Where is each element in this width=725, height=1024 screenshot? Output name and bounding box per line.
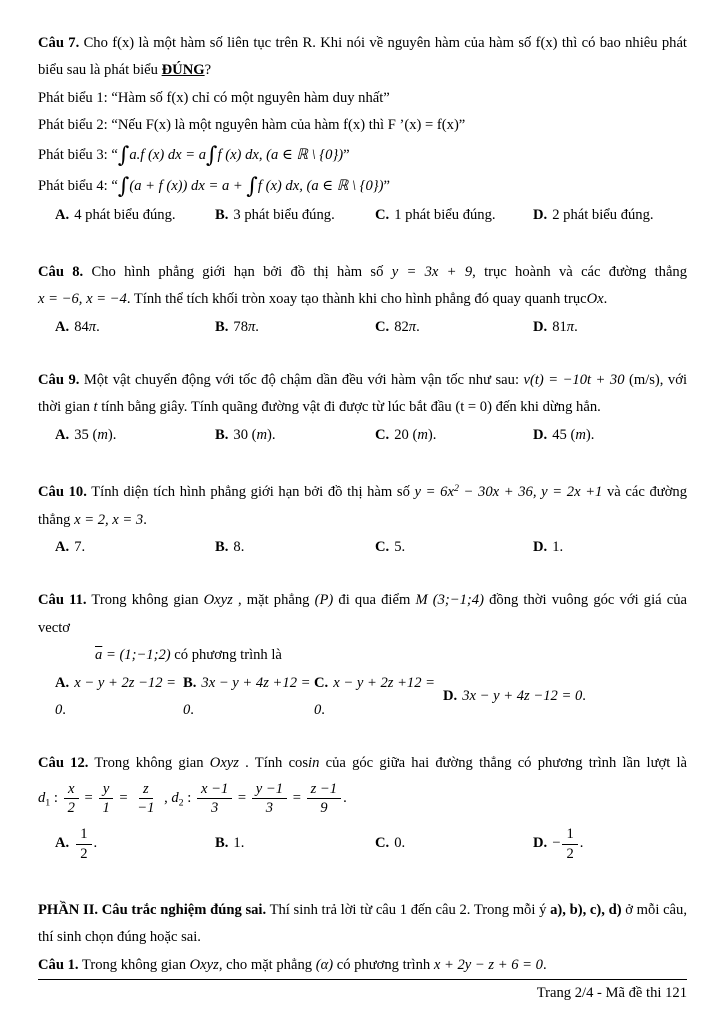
fraction-denominator: 2 [67, 800, 75, 817]
text-segment: và các đường [602, 484, 688, 501]
text-segment: m [575, 426, 586, 443]
text-segment: ). [427, 426, 437, 443]
option-letter: C. [314, 674, 329, 691]
text-segment: ” [343, 146, 350, 163]
option-letter: D. [533, 835, 548, 852]
text-segment: của góc giữa hai đường thẳng có phương trình lần lượt là [319, 755, 688, 772]
text-segment: . [542, 956, 547, 973]
integral-sign: ∫ [117, 174, 130, 200]
text-segment: = [234, 789, 250, 806]
question-12-line-1 [38, 750, 687, 777]
text-segment: y = 3x + 9 [391, 263, 473, 280]
option-letter: A. [55, 426, 70, 443]
text-segment: 78 [233, 318, 248, 335]
text-segment: . [255, 318, 259, 335]
question-9-option-c [375, 422, 533, 449]
text-segment: Câu 1. [38, 956, 79, 973]
text-segment: Oxyz [209, 755, 239, 772]
text-segment: biểu sau là phát biểu [38, 62, 162, 79]
question-10-line-2 [38, 507, 687, 534]
text-segment: Trong không gian [78, 956, 190, 973]
text-segment: Oxyz [203, 592, 233, 609]
text-segment: f (x) dx, (a ∈ ℝ \ {0}) [217, 146, 344, 163]
question-10-option-c [375, 534, 533, 561]
text-segment: tính bằng giây. Tính quãng đường vật đi được từ lúc bắt đầu (t = 0) đến khi dừng hẳn. [97, 399, 601, 416]
integral-sign: ∫ [117, 142, 130, 168]
part2-header-line-1 [38, 897, 687, 924]
question-7-line-2 [38, 57, 687, 84]
text-segment: Câu 8. [38, 263, 84, 280]
question-10-option-b [215, 534, 375, 561]
text-segment: = [115, 789, 132, 806]
option-letter: A. [55, 539, 70, 556]
text-segment: f (x) dx, (a ∈ ℝ \ {0}) [257, 178, 384, 195]
question-12-line-2 [38, 778, 687, 819]
question-7-option-a [55, 202, 215, 229]
option-letter: C. [375, 539, 390, 556]
question-12-option-d [533, 825, 687, 862]
option-letter: D. [533, 426, 548, 443]
text-segment: . [579, 835, 584, 852]
text-segment: thí sinh chọn đúng hoặc sai. [38, 929, 201, 946]
fraction-denominator: 1 [102, 800, 110, 817]
fraction-numerator: 1 [562, 825, 577, 844]
text-segment: (P) [314, 592, 334, 609]
text-segment: y = 6x [414, 484, 454, 501]
option-letter: B. [215, 318, 229, 335]
text-segment: Phát biểu 1: “Hàm số f(x) chỉ có một nguyên hàm duy nhất” [38, 89, 390, 106]
text-segment: . [582, 688, 586, 705]
text-segment: . [343, 789, 347, 806]
part2-header [38, 897, 687, 952]
text-segment: . Tính [238, 755, 289, 772]
question-10-options [38, 534, 687, 561]
text-segment: . [574, 318, 578, 335]
fraction-numerator: 1 [76, 825, 91, 844]
text-segment: Trong không gian [86, 592, 204, 609]
text-segment: d [38, 789, 46, 806]
question-8-line-2 [38, 286, 687, 313]
text-segment: Phát biểu 4: “ [38, 178, 118, 195]
question-11 [38, 587, 687, 724]
text-segment: 2 [178, 797, 184, 809]
text-segment: t [93, 399, 98, 416]
text-segment: Một vật chuyển động với tốc độ chậm dần đều với hàm vận tốc như sau: [79, 372, 524, 389]
text-segment: a), b), c), d) [550, 901, 622, 918]
option-letter: C. [375, 318, 390, 335]
question-10 [38, 475, 687, 561]
question-9-line-2 [38, 394, 687, 421]
question-11-line-1 [38, 587, 687, 642]
text-segment: đi qua điểm [333, 592, 416, 609]
text-segment: ” [383, 178, 390, 195]
text-segment: 7. [74, 539, 86, 556]
question-7-option-d [533, 202, 687, 229]
text-segment: có phương trình là [170, 647, 282, 664]
text-segment: 45 ( [552, 426, 576, 443]
question-8-option-a [55, 314, 215, 341]
text-segment: 4 phát biểu đúng. [74, 207, 176, 224]
fraction-numerator: y −1 [252, 780, 287, 799]
question-9 [38, 367, 687, 449]
page-footer [38, 979, 687, 1005]
question-7-options [38, 202, 687, 229]
text-segment: Oxyz [189, 956, 219, 973]
text-segment: thời gian [38, 399, 94, 416]
text-segment: . [93, 835, 98, 852]
fraction-numerator: x [64, 780, 78, 799]
text-segment: π [88, 318, 97, 335]
question-8-line-1 [38, 259, 687, 286]
text-segment: . [96, 318, 100, 335]
text-segment: = (1;−1;2) [102, 647, 171, 664]
text-segment: m [97, 426, 108, 443]
option-letter: D. [533, 207, 548, 224]
question-10-line-1 [38, 475, 687, 506]
text-segment: x = −6, x = −4 [38, 291, 127, 308]
text-segment: . [190, 702, 194, 719]
text-segment: = [80, 789, 97, 806]
text-segment: ? [204, 62, 212, 79]
text-segment: . [603, 291, 608, 308]
text-segment: đồng thời vuông góc với giá của vectơ [38, 592, 688, 636]
option-letter: A. [55, 318, 70, 335]
option-letter: B. [215, 426, 229, 443]
option-letter: B. [215, 835, 229, 852]
fraction-denominator: 3 [265, 800, 274, 817]
text-segment: 1. [552, 539, 564, 556]
option-letter: B. [215, 207, 229, 224]
text-segment: ). [267, 426, 276, 443]
text-segment: 1 [45, 797, 51, 809]
text-segment: (a + f (x)) dx = a + [129, 178, 247, 195]
text-segment: a.f (x) dx = a [129, 146, 207, 163]
option-letter: A. [55, 835, 70, 852]
question-11-option-c [314, 670, 443, 725]
text-segment: : [183, 789, 195, 806]
text-segment: 2 phát biểu đúng. [552, 207, 654, 224]
question-12-options [38, 819, 687, 862]
question-12-option-a [55, 825, 215, 862]
fraction [133, 780, 158, 817]
text-segment: Cho f(x) là một hàm số liên tục trên R. Khi nói về nguyên hàm của hàm số f(x) thì có bao nhiêu phát [79, 35, 687, 51]
text-segment: . [321, 702, 325, 719]
question-7-line-3 [38, 85, 687, 112]
integral-sign: ∫ [246, 174, 258, 200]
option-letter: A. [55, 207, 70, 224]
text-segment: 3x − y + 4z −12 = 0 [462, 688, 583, 705]
question-8-option-b [215, 314, 375, 341]
text-segment: ĐÚNG [161, 62, 205, 79]
question-9-line-1 [38, 367, 687, 394]
fraction-numerator: x −1 [197, 780, 232, 799]
fraction-denominator: 9 [320, 800, 328, 817]
text-segment: Câu 9. [38, 372, 80, 389]
text-segment: π [408, 318, 417, 335]
text-segment: x − y + 2z −12 = 0 [55, 674, 177, 719]
text-segment: in [308, 755, 320, 772]
fraction-denominator: 2 [80, 845, 88, 862]
fraction [252, 780, 287, 817]
text-segment: 81 [552, 318, 567, 335]
question-11-option-a [55, 670, 183, 725]
fraction-numerator: z [139, 780, 153, 799]
text-segment: ở mỗi câu, [621, 901, 687, 918]
text-segment: M (3;−1;4) [415, 592, 484, 609]
text-segment: cos [288, 755, 309, 772]
fraction-numerator: y [99, 780, 113, 799]
question-11-options [38, 670, 687, 725]
option-letter: D. [443, 688, 458, 705]
text-segment: . [143, 511, 147, 528]
text-segment: ). [107, 426, 117, 443]
text-segment: 82 [394, 318, 409, 335]
text-segment: . [416, 318, 420, 335]
text-segment: $\overline{a}$ [95, 647, 103, 664]
text-segment: 20 ( [394, 426, 418, 443]
text-segment: ). [585, 426, 595, 443]
text-segment: , mặt phẳng [232, 592, 315, 609]
question-7-line-5 [38, 140, 687, 171]
text-segment: x + 2y − z + 6 = 0 [433, 956, 543, 973]
text-segment: . Tính thể tích khối tròn xoay tạo thành khi cho hình phẳng đó quay quanh trục [126, 291, 587, 308]
fraction [98, 780, 113, 817]
option-letter: D. [533, 318, 548, 335]
question-7-line-6 [38, 171, 687, 202]
text-segment: x = 2, x = 3 [74, 511, 144, 528]
part2-question-1 [38, 952, 687, 979]
text-segment: m [256, 426, 268, 443]
text-segment: thẳng [38, 511, 75, 528]
text-segment: = [289, 789, 305, 806]
text-segment: 1. [233, 835, 245, 852]
question-11-option-d [443, 683, 687, 710]
page-number: Trang 2/4 - Mã đề thi 121 [536, 985, 687, 1002]
text-segment: − [552, 835, 561, 852]
text-segment: π [566, 318, 575, 335]
text-segment: − 30x + 36, y = 2x +1 [458, 484, 603, 501]
question-9-option-b [215, 422, 375, 449]
question-9-option-d [533, 422, 687, 449]
text-segment: , trục hoành và các đường thẳng [472, 263, 688, 280]
text-segment: m [417, 426, 428, 443]
text-segment: , [160, 789, 172, 806]
question-8-option-d [533, 314, 687, 341]
question-7-option-c [375, 202, 533, 229]
text-segment: Câu 12. [38, 755, 89, 772]
question-12-option-c [375, 830, 533, 857]
question-11-line-2 [38, 642, 687, 669]
text-segment: Phát biểu 2: “Nếu F(x) là một nguyên hàm của hàm f(x) thì F ’(x) = f(x)” [38, 117, 466, 134]
question-10-option-a [55, 534, 215, 561]
text-segment: 2 [453, 483, 459, 495]
fraction [197, 780, 232, 817]
question-12 [38, 750, 687, 862]
text-segment: Thí sinh trả lời từ câu 1 đến câu 2. Trong mỗi ý [266, 901, 551, 918]
question-8-options [38, 314, 687, 341]
text-segment: PHẦN II. Câu trắc nghiệm đúng sai. [38, 901, 267, 918]
option-letter: A. [55, 674, 70, 691]
option-letter: D. [533, 539, 548, 556]
text-segment: Trong không gian [88, 755, 210, 772]
question-8 [38, 259, 687, 341]
text-segment: Câu 10. [38, 484, 87, 501]
text-segment: 3x − y + 4z +12 = 0 [183, 674, 311, 719]
text-segment: x − y + 2z +12 = 0 [314, 674, 436, 719]
question-10-option-d [533, 534, 687, 561]
option-letter: C. [375, 207, 390, 224]
integral-sign: ∫ [206, 142, 218, 168]
question-11-option-b [183, 670, 314, 725]
text-segment: Câu 11. [38, 592, 87, 609]
part2-header-line-2 [38, 924, 687, 951]
text-segment: 3 phát biểu đúng. [233, 207, 335, 224]
fraction-denominator: 3 [210, 800, 219, 817]
text-segment: Cho hình phẳng giới hạn bởi đồ thị hàm số [83, 263, 392, 280]
fraction-denominator: −1 [137, 800, 155, 817]
text-segment: π [247, 318, 256, 335]
text-segment: Câu 7. [38, 35, 80, 51]
option-letter: B. [215, 539, 229, 556]
option-letter: C. [375, 835, 390, 852]
fraction [307, 780, 341, 817]
fraction [562, 825, 577, 862]
fraction-numerator: z −1 [307, 780, 341, 799]
text-segment: d [171, 789, 179, 806]
exam-content [38, 30, 687, 979]
text-segment: 1 phát biểu đúng. [394, 207, 496, 224]
question-9-options [38, 422, 687, 449]
text-segment: 84 [74, 318, 89, 335]
text-segment: , cho mặt phẳng [218, 956, 316, 973]
text-segment: 0. [394, 835, 406, 852]
text-segment: Tính diện tích hình phẳng giới hạn bởi đồ thị hàm số [86, 484, 415, 501]
text-segment: (α) [315, 956, 334, 973]
fraction-denominator: 2 [566, 845, 574, 862]
question-12-option-b [215, 830, 375, 857]
question-7-line-4 [38, 112, 687, 139]
text-segment: có phương trình [333, 956, 434, 973]
text-segment: Ox [586, 291, 604, 308]
part2-question-1-line-1 [38, 952, 687, 979]
text-segment: . [62, 702, 66, 719]
text-segment: 5. [394, 539, 406, 556]
question-7-option-b [215, 202, 375, 229]
question-9-option-a [55, 422, 215, 449]
text-segment: Phát biểu 3: “ [38, 146, 118, 163]
question-7-line-1 [38, 30, 687, 57]
question-8-option-c [375, 314, 533, 341]
option-letter: B. [183, 674, 197, 691]
option-letter: C. [375, 426, 390, 443]
text-segment: (m/s), với [624, 372, 687, 389]
text-segment: v(t) = −10t + 30 [523, 372, 625, 389]
text-segment: 30 ( [233, 426, 257, 443]
text-segment: : [50, 789, 62, 806]
question-7 [38, 30, 687, 230]
text-segment: 8. [233, 539, 245, 556]
fraction [64, 780, 79, 817]
fraction [76, 825, 91, 862]
text-segment: 35 ( [74, 426, 98, 443]
